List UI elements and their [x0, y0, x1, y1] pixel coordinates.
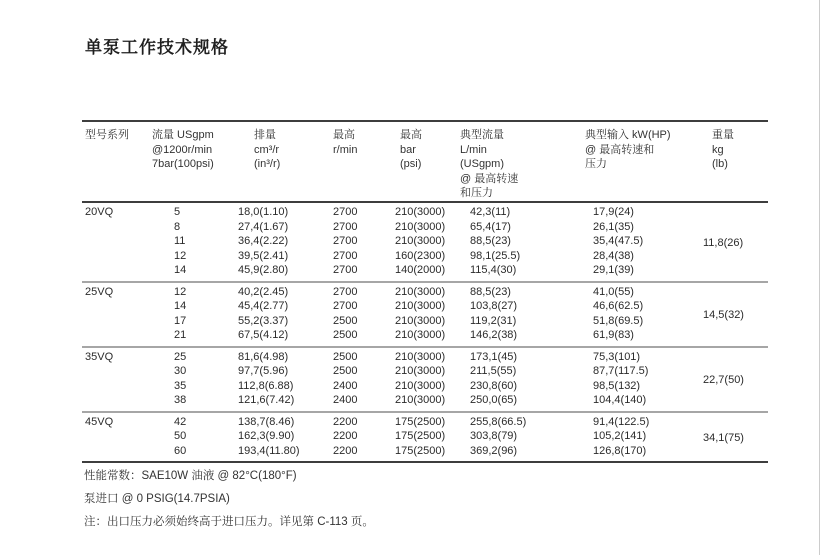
data-cell: 17 [174, 314, 187, 327]
data-cell: 121,6(7.42) [238, 394, 295, 406]
data-cell: 2700 [333, 264, 358, 276]
data-cell: 25 [174, 350, 187, 363]
data-cell: 45,4(2.77) [238, 300, 289, 312]
data-cell: 193,4(11.80) [238, 444, 300, 457]
data-cell: 97,7(5.96) [238, 365, 289, 377]
header-line: 最高 [400, 129, 422, 141]
data-cell: 14 [174, 264, 187, 276]
header-line: bar [400, 143, 416, 156]
data-cell: 2400 [333, 394, 358, 406]
header-displacement [232, 121, 325, 202]
data-cell: 61,9(83) [593, 329, 634, 341]
data-cell: 160(2300) [395, 249, 446, 262]
table-row [82, 412, 768, 430]
weight-cell: 14,5(32) [703, 308, 744, 321]
note-pump-inlet: 泵进口 @ 0 PSIG(14.7PSIA) [84, 493, 230, 505]
data-cell: 211,5(55) [470, 365, 517, 377]
header-flow [149, 121, 232, 202]
data-cell: 230,8(60) [470, 379, 518, 392]
data-cell: 41,0(55) [593, 285, 634, 298]
header-line: 压力 [585, 158, 607, 171]
data-cell: 28,4(38) [593, 249, 634, 262]
data-cell: 5 [174, 206, 181, 218]
data-cell: 2500 [333, 350, 358, 363]
data-cell: 60 [174, 444, 187, 457]
data-cell: 210(3000) [395, 300, 446, 312]
table-row [82, 429, 768, 444]
note-performance-constants: 性能常数：SAE10W 油液 @ 82°C(180°F) [84, 470, 297, 482]
data-cell: 81,6(4.98) [238, 350, 289, 363]
data-cell: 88,5(23) [470, 285, 511, 298]
table-row [82, 314, 768, 329]
table-row [82, 379, 768, 394]
header-weight [690, 121, 768, 202]
data-cell: 39,5(2.41) [238, 249, 289, 262]
table-row [82, 263, 768, 282]
data-cell: 103,8(27) [470, 300, 518, 312]
data-cell: 30 [174, 365, 187, 377]
data-cell: 65,4(17) [470, 220, 511, 233]
table-row [82, 220, 768, 235]
header-line: (in³/r) [254, 158, 281, 171]
data-cell: 119,2(31) [470, 314, 517, 327]
header-max-pressure [388, 121, 458, 202]
data-cell: 2700 [333, 206, 358, 218]
data-cell: 2700 [333, 285, 358, 298]
header-line: @1200r/min [152, 143, 213, 156]
data-cell: 12 [174, 249, 187, 262]
page-edge-line [819, 0, 820, 555]
data-cell: 98,1(25.5) [470, 249, 521, 262]
data-cell: 138,7(8.46) [238, 415, 295, 428]
table-row [82, 234, 768, 249]
data-cell: 11 [174, 235, 186, 247]
data-cell: 26,1(35) [593, 220, 634, 233]
data-cell: 175(2500) [395, 415, 446, 428]
data-cell: 126,8(170) [593, 444, 647, 457]
data-cell: 14 [174, 300, 187, 312]
header-line: (USgpm) [460, 158, 505, 171]
header-typical-input [580, 121, 690, 202]
data-cell: 2200 [333, 444, 358, 457]
data-cell: 50 [174, 430, 187, 442]
data-cell: 46,6(62.5) [593, 300, 644, 312]
data-cell: 146,2(38) [470, 329, 518, 341]
data-cell: 250,0(65) [470, 394, 518, 406]
data-cell: 98,5(132) [593, 379, 641, 392]
data-cell: 210(3000) [395, 285, 446, 298]
data-cell: 88,5(23) [470, 235, 511, 247]
header-line: @ 最高转速 [460, 172, 519, 185]
data-cell: 210(3000) [395, 329, 446, 341]
model-cell: 35VQ [85, 350, 114, 363]
header-line: (lb) [712, 158, 728, 171]
data-cell: 2400 [333, 379, 358, 392]
header-row [82, 121, 768, 202]
data-cell: 210(3000) [395, 220, 446, 233]
header-max-speed [325, 121, 388, 202]
data-cell: 2700 [333, 220, 358, 233]
data-cell: 87,7(117.5) [593, 365, 649, 377]
data-cell: 42 [174, 415, 187, 428]
data-cell: 2200 [333, 415, 358, 428]
note-outlet-pressure: 注：出口压力必须始终高于进口压力。详见第 C-113 页。 [84, 516, 374, 528]
model-group [82, 347, 768, 412]
header-line: 重量 [712, 129, 734, 141]
header-typical-flow [458, 121, 580, 202]
data-cell: 210(3000) [395, 206, 446, 218]
header-line: cm³/r [254, 143, 280, 156]
model-group [82, 412, 768, 463]
data-cell: 75,3(101) [593, 350, 641, 363]
data-cell: 40,2(2.45) [238, 285, 289, 298]
data-cell: 369,2(96) [470, 444, 518, 457]
header-line: 典型流量 [460, 129, 504, 141]
table-row [82, 299, 768, 314]
data-cell: 2700 [333, 235, 358, 247]
model-cell: 20VQ [85, 206, 114, 218]
table-row [82, 328, 768, 347]
pump-spec-table [82, 120, 768, 463]
data-cell: 255,8(66.5) [470, 415, 527, 428]
data-cell: 105,2(141) [593, 430, 647, 442]
weight-cell: 11,8(26) [703, 236, 744, 249]
model-group [82, 282, 768, 347]
table-row [82, 364, 768, 379]
table-row [82, 347, 768, 365]
table-row [82, 249, 768, 264]
data-cell: 175(2500) [395, 444, 446, 457]
data-cell: 17,9(24) [593, 206, 634, 218]
header-line: 型号系列 [85, 129, 129, 141]
data-cell: 45,9(2.80) [238, 264, 289, 276]
data-cell: 210(3000) [395, 379, 446, 392]
data-cell: 2500 [333, 365, 358, 377]
header-line: 7bar(100psi) [152, 158, 214, 171]
header-line: 排量 [254, 129, 276, 141]
data-cell: 12 [174, 285, 187, 298]
data-cell: 2200 [333, 430, 358, 442]
data-cell: 35,4(47.5) [593, 235, 644, 247]
page-title: 单泵工作技术规格 [85, 38, 229, 57]
data-cell: 104,4(140) [593, 394, 647, 406]
footnotes [84, 465, 374, 534]
data-cell: 140(2000) [395, 264, 446, 276]
header-line: 最高 [333, 129, 355, 141]
table-row [82, 444, 768, 463]
data-cell: 27,4(1.67) [238, 220, 289, 233]
data-cell: 29,1(39) [593, 264, 634, 276]
data-cell: 112,8(6.88) [238, 379, 294, 392]
header-line: kg [712, 143, 724, 156]
data-cell: 175(2500) [395, 430, 446, 442]
weight-cell: 34,1(75) [703, 431, 744, 444]
data-cell: 162,3(9.90) [238, 430, 295, 442]
header-line: r/min [333, 143, 358, 156]
data-cell: 21 [174, 329, 187, 341]
table-row [82, 202, 768, 220]
data-cell: 303,8(79) [470, 430, 518, 442]
data-cell: 2700 [333, 300, 358, 312]
data-cell: 210(3000) [395, 350, 446, 363]
data-cell: 210(3000) [395, 314, 446, 327]
data-cell: 91,4(122.5) [593, 415, 650, 428]
data-cell: 55,2(3.37) [238, 314, 289, 327]
model-cell: 45VQ [85, 415, 114, 428]
data-cell: 210(3000) [395, 394, 446, 406]
data-cell: 51,8(69.5) [593, 314, 644, 327]
data-cell: 2500 [333, 314, 358, 327]
data-cell: 67,5(4.12) [238, 329, 289, 341]
data-cell: 2500 [333, 329, 358, 341]
data-cell: 210(3000) [395, 235, 446, 247]
header-line: 典型输入 kW(HP) [585, 129, 671, 141]
header-line: 流量 USgpm [152, 129, 214, 141]
data-cell: 36,4(2.22) [238, 235, 289, 247]
header-line: (psi) [400, 158, 422, 171]
header-line: L/min [460, 143, 487, 156]
table-header [82, 121, 768, 202]
model-group [82, 202, 768, 282]
header-model [82, 121, 149, 202]
header-line: @ 最高转速和 [585, 143, 655, 156]
data-cell: 42,3(11) [470, 206, 511, 218]
data-cell: 210(3000) [395, 365, 446, 377]
header-line: 和压力 [460, 187, 493, 200]
model-cell: 25VQ [85, 285, 114, 298]
weight-cell: 22,7(50) [703, 373, 744, 386]
data-cell: 115,4(30) [470, 264, 517, 276]
data-cell: 173,1(45) [470, 350, 518, 363]
table-row [82, 393, 768, 412]
data-cell: 2700 [333, 249, 358, 262]
data-cell: 18,0(1.10) [238, 206, 289, 218]
data-cell: 38 [174, 394, 187, 406]
data-cell: 35 [174, 379, 187, 392]
table-row [82, 282, 768, 300]
data-cell: 8 [174, 220, 181, 233]
